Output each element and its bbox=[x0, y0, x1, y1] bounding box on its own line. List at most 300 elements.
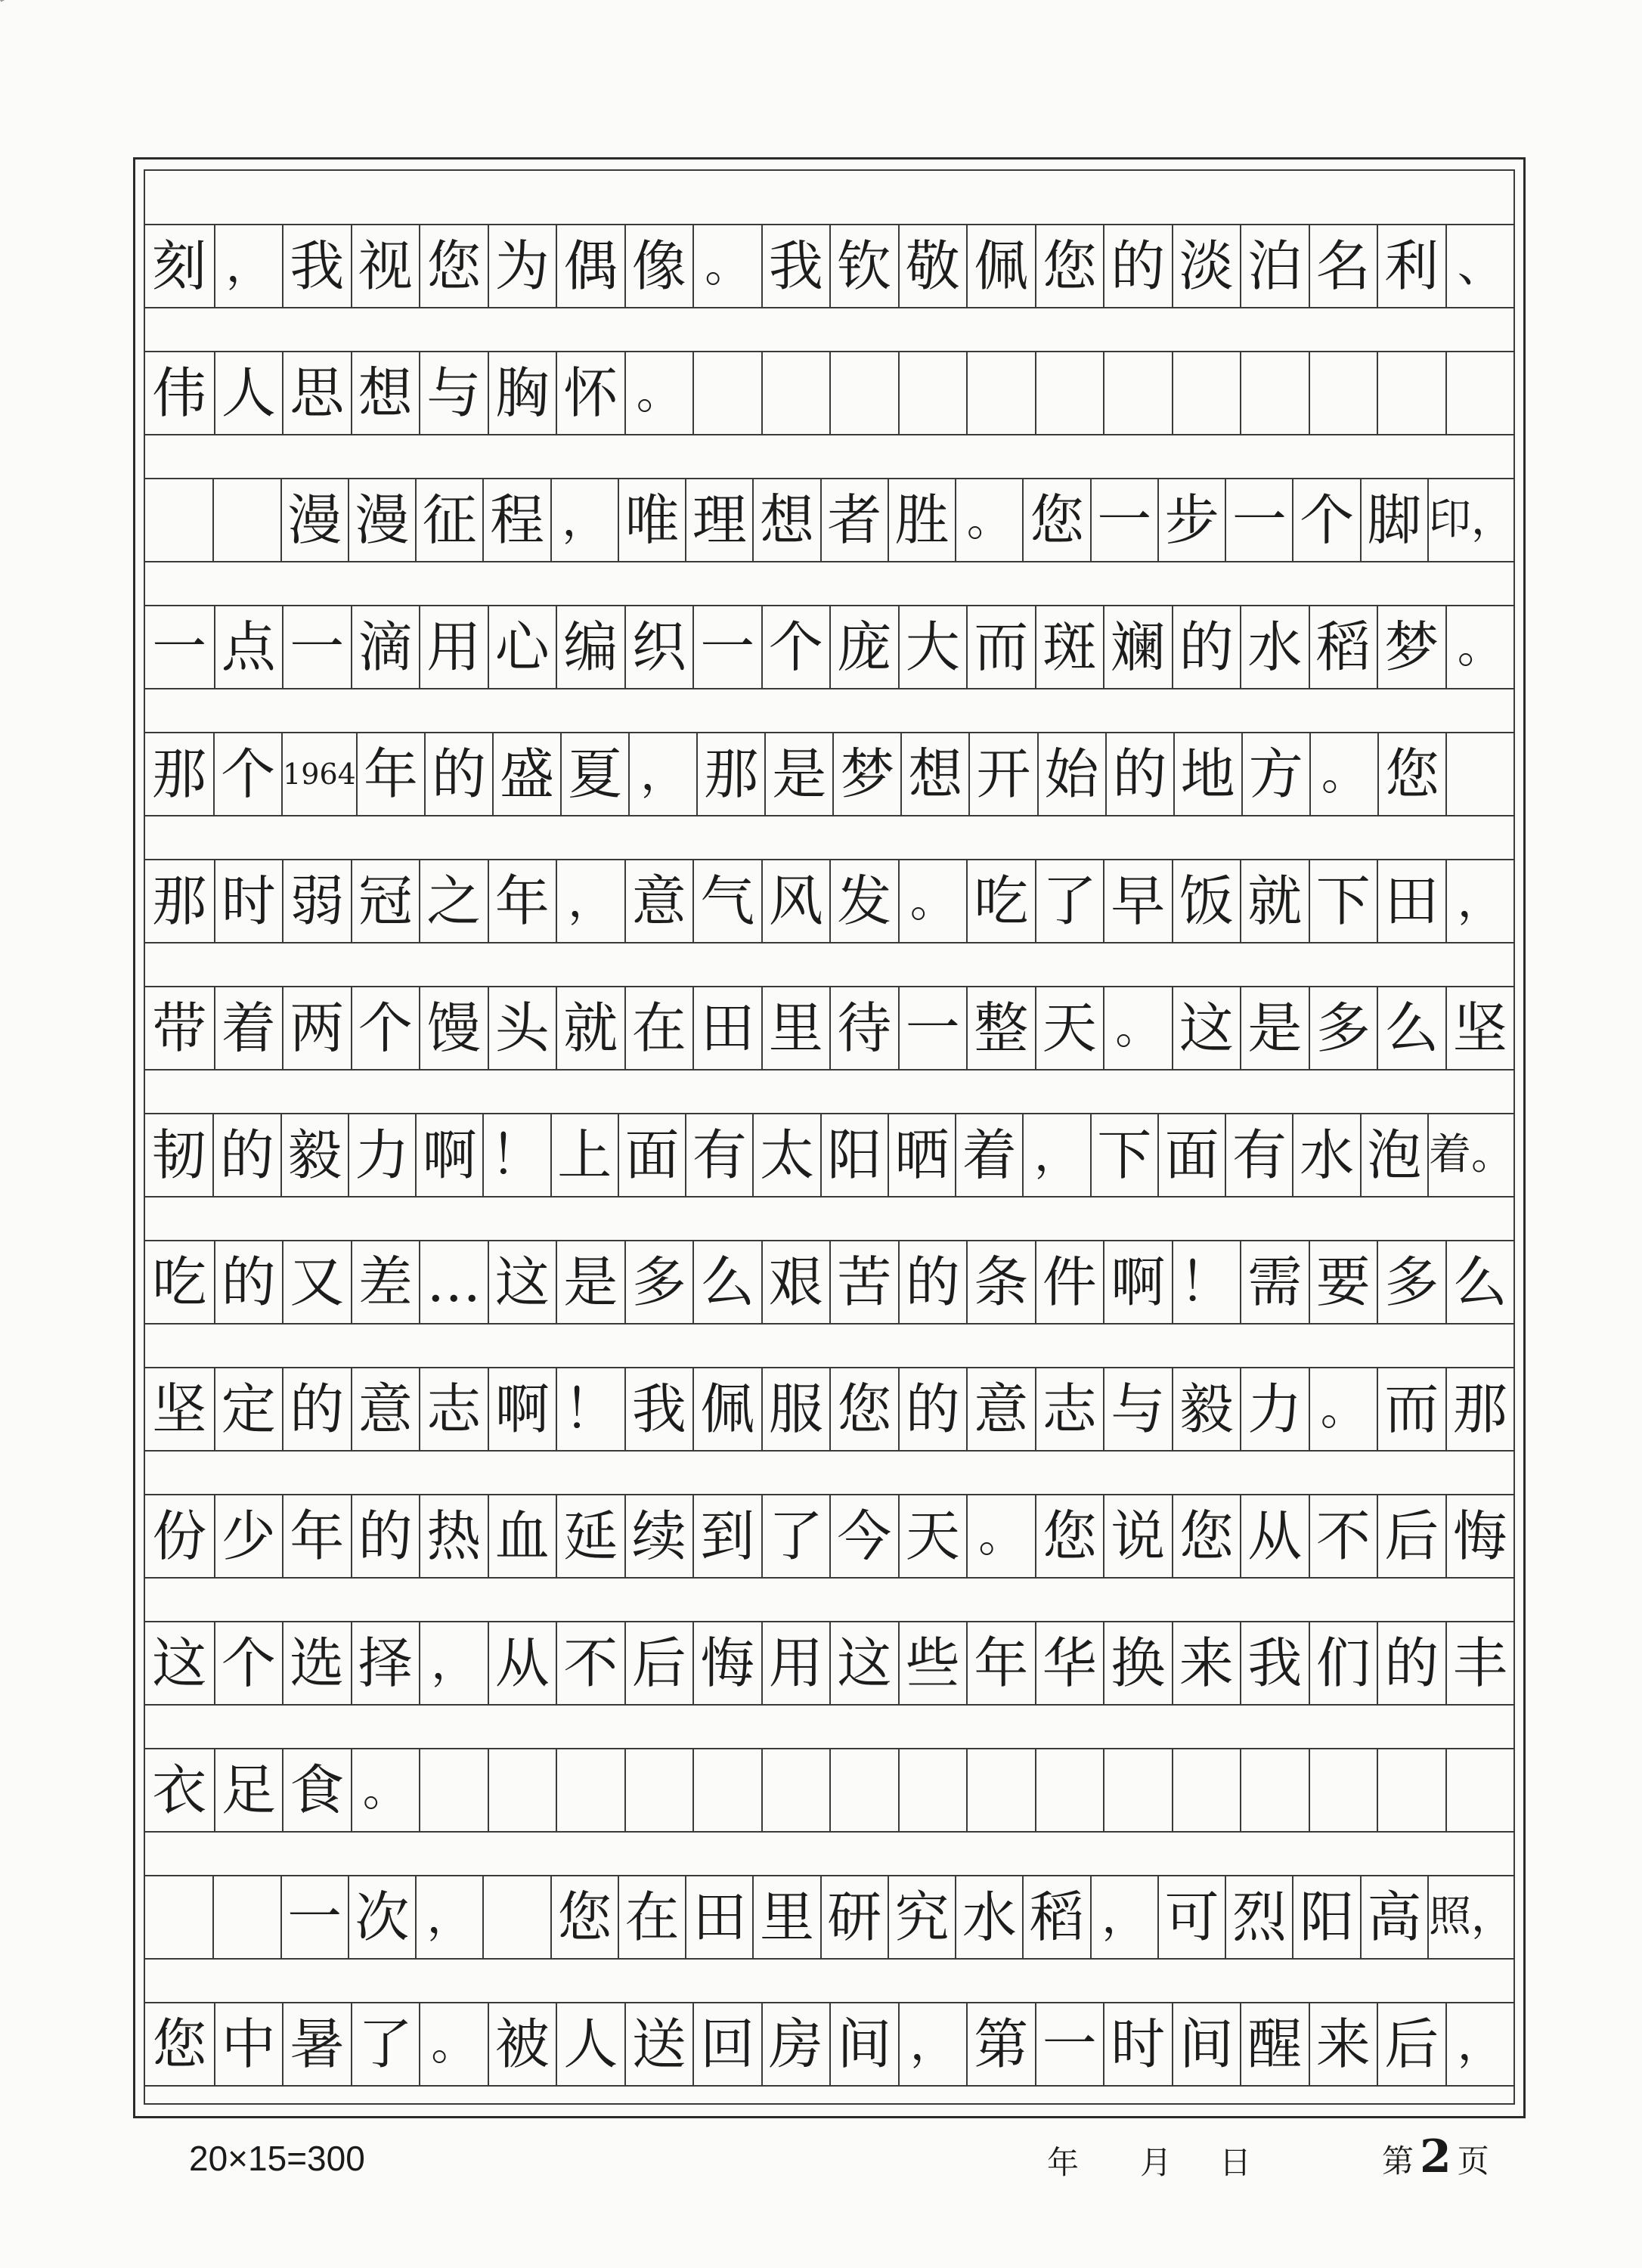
grid-cell: 苦 bbox=[829, 1241, 898, 1323]
grid-cell: 意 bbox=[624, 860, 693, 942]
grid-cell: 到 bbox=[692, 1495, 761, 1577]
grid-row bbox=[145, 1748, 1513, 1833]
grid-cell: 啊 bbox=[415, 1114, 482, 1196]
grid-cell: 个 bbox=[1292, 479, 1359, 561]
grid-cell: 饭 bbox=[1172, 860, 1241, 942]
grid-cell: 弱 bbox=[282, 860, 351, 942]
grid-cell: 年 bbox=[966, 1622, 1035, 1704]
grid-cell: 的 bbox=[898, 1241, 967, 1323]
grid-cell: 盛 bbox=[492, 733, 560, 815]
grid-cell: 敬 bbox=[898, 225, 967, 307]
grid-row bbox=[145, 1240, 1513, 1325]
grid-cell bbox=[1309, 352, 1377, 434]
grid-cell: 您 bbox=[419, 225, 488, 307]
grid-cell: 多 bbox=[624, 1241, 693, 1323]
grid-cell: 偶 bbox=[556, 225, 624, 307]
grid-cell: 刻 bbox=[152, 234, 207, 298]
grid-cell: 。 bbox=[351, 1749, 420, 1831]
grid-cell: 脚 bbox=[1360, 479, 1427, 561]
grid-cell: 华 bbox=[1035, 1622, 1104, 1704]
grid-cell: 一 bbox=[1090, 479, 1157, 561]
grid-cell: 就 bbox=[1240, 860, 1309, 942]
grid-cell: 毅 bbox=[280, 1114, 348, 1196]
grid-cell: 稻 bbox=[1309, 606, 1377, 688]
grid-cell bbox=[692, 1749, 761, 1831]
grid-cell: 天 bbox=[1035, 987, 1104, 1069]
grid-cell: 意 bbox=[966, 1368, 1035, 1450]
grid-row bbox=[145, 1494, 1513, 1579]
grid-cell: 、 bbox=[1445, 225, 1514, 307]
grid-row bbox=[145, 478, 1513, 562]
page-number: 2 bbox=[1420, 2130, 1451, 2183]
grid-cell: 想 bbox=[900, 733, 968, 815]
grid-cell: 从 bbox=[1240, 1495, 1309, 1577]
grid-cell: 么 bbox=[1377, 987, 1445, 1069]
grid-cell: 次 bbox=[348, 1876, 415, 1958]
page-corner-fold-mark bbox=[0, 0, 76, 29]
grid-cell bbox=[1172, 352, 1241, 434]
grid-cell: ， bbox=[1090, 1876, 1157, 1958]
grid-cell: 1964 bbox=[281, 733, 356, 815]
grid-cell: 后 bbox=[624, 1622, 693, 1704]
grid-cell bbox=[898, 1749, 967, 1831]
grid-cell: 个 bbox=[214, 1622, 283, 1704]
grid-cell: 里 bbox=[752, 1876, 819, 1958]
grid-cell: 庞 bbox=[829, 606, 898, 688]
grid-cell: 我 bbox=[282, 225, 351, 307]
grid-cell: 上 bbox=[550, 1114, 618, 1196]
grid-cell bbox=[829, 1749, 898, 1831]
grid-cell: 您 bbox=[829, 1368, 898, 1450]
grid-row bbox=[145, 732, 1513, 816]
grid-cell bbox=[145, 479, 212, 561]
month-label: 月 bbox=[1140, 2144, 1173, 2181]
grid-cell: 么 bbox=[692, 1241, 761, 1323]
grid-cell: 间 bbox=[1172, 2003, 1241, 2085]
grid-cell: 的 bbox=[898, 1368, 967, 1450]
grid-cell: ， bbox=[556, 860, 624, 942]
grid-cell: 我 bbox=[624, 1368, 693, 1450]
grid-cell: 的 bbox=[282, 1368, 351, 1450]
grid-cell: 。 bbox=[898, 860, 967, 942]
grid-cell: 的 bbox=[214, 1241, 283, 1323]
grid-cell bbox=[1309, 1749, 1377, 1831]
grid-cell: 坚 bbox=[152, 1377, 207, 1441]
grid-cell: 多 bbox=[1309, 987, 1377, 1069]
grid-cell: 征 bbox=[415, 479, 482, 561]
grid-cell: 续 bbox=[624, 1495, 693, 1577]
grid-cell: 气 bbox=[692, 860, 761, 942]
grid-cell: 您 bbox=[1035, 225, 1104, 307]
grid-cell: 被 bbox=[488, 2003, 556, 2085]
grid-cell: 来 bbox=[1309, 2003, 1377, 2085]
grid-cell bbox=[1445, 733, 1513, 815]
grid-cell: 需 bbox=[1240, 1241, 1309, 1323]
grid-cell: 个 bbox=[351, 987, 420, 1069]
grid-cell bbox=[1035, 1749, 1104, 1831]
grid-cell: 血 bbox=[488, 1495, 556, 1577]
grid-cell: 田 bbox=[1377, 860, 1445, 942]
grid-cell: 年 bbox=[356, 733, 424, 815]
grid-cell: 力 bbox=[1240, 1368, 1309, 1450]
grid-cell bbox=[488, 1749, 556, 1831]
grid-cell: 件 bbox=[1035, 1241, 1104, 1323]
grid-cell bbox=[1172, 1749, 1241, 1831]
grid-cell: 研 bbox=[820, 1876, 888, 1958]
grid-cell: 一 bbox=[898, 987, 967, 1069]
grid-cell: 。 bbox=[1309, 733, 1377, 815]
grid-cell bbox=[898, 352, 967, 434]
grid-cell: 的 bbox=[212, 1114, 280, 1196]
grid-cell: 个 bbox=[213, 733, 281, 815]
grid-cell: 佩 bbox=[966, 225, 1035, 307]
grid-cell: 服 bbox=[761, 1368, 830, 1450]
grid-cell: 是 bbox=[764, 733, 832, 815]
grid-cell: 发 bbox=[829, 860, 898, 942]
grid-cell: 您 bbox=[1035, 1495, 1104, 1577]
grid-cell: 换 bbox=[1103, 1622, 1172, 1704]
grid-cell: 。 bbox=[966, 1495, 1035, 1577]
grid-cell: 间 bbox=[829, 2003, 898, 2085]
grid-cell: 阳 bbox=[820, 1114, 888, 1196]
grid-cell: 烈 bbox=[1225, 1876, 1292, 1958]
grid-cell: 想 bbox=[351, 352, 420, 434]
grid-cell: 一 bbox=[282, 606, 351, 688]
grid-cell bbox=[1103, 1749, 1172, 1831]
grid-cell: 差 bbox=[351, 1241, 420, 1323]
grid-cell: 送 bbox=[624, 2003, 693, 2085]
grid-cell: 太 bbox=[752, 1114, 819, 1196]
grid-row bbox=[145, 986, 1513, 1070]
grid-cell: 您 bbox=[1172, 1495, 1241, 1577]
grid-cell: 下 bbox=[1090, 1114, 1157, 1196]
grid-cell: 唯 bbox=[618, 479, 685, 561]
grid-cell bbox=[624, 1749, 693, 1831]
grid-cell: 织 bbox=[624, 606, 693, 688]
grid-cell: 啊 bbox=[1103, 1241, 1172, 1323]
page-prefix: 第 bbox=[1382, 2143, 1414, 2180]
grid-cell: 啊 bbox=[488, 1368, 556, 1450]
grid-row bbox=[145, 1113, 1513, 1198]
grid-cell: 条 bbox=[966, 1241, 1035, 1323]
grid-cell: ， bbox=[415, 1876, 482, 1958]
grid-cell: ！ bbox=[1172, 1241, 1241, 1323]
grid-cell: 些 bbox=[898, 1622, 967, 1704]
grid-cell bbox=[966, 352, 1035, 434]
grid-cell: 理 bbox=[685, 479, 752, 561]
grid-cell: 着 bbox=[955, 1114, 1022, 1196]
grid-cell: 一 bbox=[152, 615, 207, 679]
grid-cell: 早 bbox=[1103, 860, 1172, 942]
grid-cell: 一 bbox=[280, 1876, 348, 1958]
grid-cell: ， bbox=[419, 1622, 488, 1704]
grid-cell: 照， bbox=[1427, 1876, 1513, 1958]
grid-cell: 您 bbox=[152, 2012, 207, 2076]
grid-row bbox=[145, 605, 1513, 689]
grid-cell: 说 bbox=[1103, 1495, 1172, 1577]
grid-cell: 伟 bbox=[152, 361, 207, 425]
grid-cell: 想 bbox=[752, 479, 819, 561]
grid-cell: 力 bbox=[348, 1114, 415, 1196]
grid-cell: 始 bbox=[1037, 733, 1105, 815]
grid-cell: 您 bbox=[1022, 479, 1089, 561]
grid-cell bbox=[1377, 1749, 1445, 1831]
grid-cell: 整 bbox=[966, 987, 1035, 1069]
grid-cell: 用 bbox=[419, 606, 488, 688]
grid-cell: 是 bbox=[556, 1241, 624, 1323]
grid-cell: 视 bbox=[351, 225, 420, 307]
grid-cell: 年 bbox=[282, 1495, 351, 1577]
grid-cell: 漫 bbox=[348, 479, 415, 561]
grid-cell: ， bbox=[550, 479, 618, 561]
grid-cell: 中 bbox=[214, 2003, 283, 2085]
grid-cell bbox=[419, 1749, 488, 1831]
grid-cell: 就 bbox=[556, 987, 624, 1069]
grid-cell bbox=[1377, 352, 1445, 434]
grid-cell bbox=[1103, 352, 1172, 434]
grid-cell: 天 bbox=[898, 1495, 967, 1577]
grid-cell: 。 bbox=[1103, 987, 1172, 1069]
grid-cell: 方 bbox=[1241, 733, 1309, 815]
grid-cell: 选 bbox=[282, 1622, 351, 1704]
grid-cell: 究 bbox=[888, 1876, 955, 1958]
grid-cell: 。 bbox=[1445, 606, 1514, 688]
grid-cell: 。 bbox=[692, 225, 761, 307]
grid-cell: 者 bbox=[820, 479, 888, 561]
grid-cell: 房 bbox=[761, 2003, 830, 2085]
grid-cell: 带 bbox=[152, 996, 207, 1060]
grid-cell: 怀 bbox=[556, 352, 624, 434]
grid-cell: 水 bbox=[1292, 1114, 1359, 1196]
grid-cell: 田 bbox=[685, 1876, 752, 1958]
grid-cell: 丰 bbox=[1445, 1622, 1514, 1704]
grid-cell: 热 bbox=[419, 1495, 488, 1577]
grid-cell: 份 bbox=[152, 1504, 207, 1568]
grid-cell: ， bbox=[1022, 1114, 1089, 1196]
grid-cell bbox=[761, 352, 830, 434]
grid-cell: 的 bbox=[1172, 606, 1241, 688]
page-indicator bbox=[1382, 2130, 1489, 2183]
grid-cell bbox=[482, 1876, 550, 1958]
grid-cell: 印， bbox=[1427, 479, 1513, 561]
grid-cell: 又 bbox=[282, 1241, 351, 1323]
grid-cell: 用 bbox=[761, 1622, 830, 1704]
grid-cell bbox=[1240, 1749, 1309, 1831]
grid-row bbox=[145, 1367, 1513, 1452]
year-label: 年 bbox=[1047, 2144, 1080, 2181]
grid-cell: 么 bbox=[1445, 1241, 1514, 1323]
grid-spec-label: 20×15=300 bbox=[189, 2139, 365, 2178]
grid-cell: 面 bbox=[1157, 1114, 1225, 1196]
grid-cell: 着 bbox=[214, 987, 283, 1069]
grid-cell bbox=[692, 352, 761, 434]
grid-cell: 一 bbox=[1035, 2003, 1104, 2085]
grid-cell: 着。 bbox=[1427, 1114, 1513, 1196]
grid-cell: 利 bbox=[1377, 225, 1445, 307]
grid-cell: … bbox=[419, 1241, 488, 1323]
grid-cell: 不 bbox=[556, 1622, 624, 1704]
grid-cell: 步 bbox=[1157, 479, 1225, 561]
grid-cell: 了 bbox=[1035, 860, 1104, 942]
grid-cell: 像 bbox=[624, 225, 693, 307]
page-suffix: 页 bbox=[1457, 2143, 1489, 2180]
grid-cell: 的 bbox=[1377, 1622, 1445, 1704]
day-label: 日 bbox=[1219, 2144, 1252, 2181]
grid-cell: 思 bbox=[282, 352, 351, 434]
grid-cell: 了 bbox=[761, 1495, 830, 1577]
grid-cell bbox=[1445, 1749, 1514, 1831]
grid-cell: 泡 bbox=[1360, 1114, 1427, 1196]
grid-cell: 要 bbox=[1309, 1241, 1377, 1323]
grid-cell: 醒 bbox=[1240, 2003, 1309, 2085]
grid-cell: 您 bbox=[550, 1876, 618, 1958]
grid-cell: 人 bbox=[556, 2003, 624, 2085]
grid-cell: 这 bbox=[488, 1241, 556, 1323]
grid-cell: 的 bbox=[1105, 733, 1173, 815]
grid-cell: 年 bbox=[488, 860, 556, 942]
grid-cell: 胸 bbox=[488, 352, 556, 434]
grid-cell bbox=[829, 352, 898, 434]
grid-cell bbox=[761, 1749, 830, 1831]
grid-cell: 暑 bbox=[282, 2003, 351, 2085]
grid-cell: 我 bbox=[761, 225, 830, 307]
grid-cell: 第 bbox=[966, 2003, 1035, 2085]
grid-cell: 稻 bbox=[1022, 1876, 1089, 1958]
grid-cell: 泊 bbox=[1240, 225, 1309, 307]
grid-cell: 艰 bbox=[761, 1241, 830, 1323]
grid-cell: 梦 bbox=[832, 733, 900, 815]
grid-cell: 时 bbox=[1103, 2003, 1172, 2085]
grid-cell: 时 bbox=[214, 860, 283, 942]
grid-cell: 意 bbox=[351, 1368, 420, 1450]
grid-cell bbox=[212, 1876, 280, 1958]
grid-cell: 毅 bbox=[1172, 1368, 1241, 1450]
grid-cell: 那 bbox=[152, 869, 207, 933]
grid-cell: 这 bbox=[829, 1622, 898, 1704]
grid-cell: 您 bbox=[1377, 733, 1445, 815]
grid-cell: 延 bbox=[556, 1495, 624, 1577]
grid-cell: 之 bbox=[419, 860, 488, 942]
grid-cell: 与 bbox=[1103, 1368, 1172, 1450]
grid-cell: 人 bbox=[214, 352, 283, 434]
grid-cell: 坚 bbox=[1445, 987, 1514, 1069]
grid-cell: 这 bbox=[152, 1631, 207, 1695]
grid-cell: 田 bbox=[692, 987, 761, 1069]
grid-cell: 那 bbox=[152, 742, 207, 806]
grid-cell: 水 bbox=[1240, 606, 1309, 688]
grid-cell bbox=[1035, 352, 1104, 434]
grid-cell: 待 bbox=[829, 987, 898, 1069]
grid-cell: 在 bbox=[624, 987, 693, 1069]
grid-cell: 这 bbox=[1172, 987, 1241, 1069]
grid-cell: 冠 bbox=[351, 860, 420, 942]
grid-cell: 后 bbox=[1377, 1495, 1445, 1577]
grid-cell: 的 bbox=[424, 733, 492, 815]
grid-cell: 择 bbox=[351, 1622, 420, 1704]
grid-row bbox=[145, 224, 1513, 308]
grid-cell: 有 bbox=[1225, 1114, 1292, 1196]
grid-cell: 晒 bbox=[888, 1114, 955, 1196]
grid-cell: 。 bbox=[419, 2003, 488, 2085]
grid-cell: 斓 bbox=[1103, 606, 1172, 688]
grid-cell: 高 bbox=[1360, 1876, 1427, 1958]
grid-cell: 而 bbox=[966, 606, 1035, 688]
grid-cell: 我 bbox=[1240, 1622, 1309, 1704]
grid-row bbox=[145, 2002, 1513, 2087]
grid-cell bbox=[212, 479, 280, 561]
grid-cell bbox=[1445, 352, 1514, 434]
grid-cell: 少 bbox=[214, 1495, 283, 1577]
grid-cell: 两 bbox=[282, 987, 351, 1069]
grid-cell: ， bbox=[898, 2003, 967, 2085]
grid-cell: ！ bbox=[482, 1114, 550, 1196]
grid-cell: 编 bbox=[556, 606, 624, 688]
grid-cell: 钦 bbox=[829, 225, 898, 307]
grid-cell: 夏 bbox=[560, 733, 628, 815]
grid-cell: 心 bbox=[488, 606, 556, 688]
grid-cell: 。 bbox=[624, 352, 693, 434]
grid-cell: 头 bbox=[488, 987, 556, 1069]
grid-cell: 漫 bbox=[280, 479, 348, 561]
grid-cell bbox=[966, 1749, 1035, 1831]
grid-cell: 食 bbox=[282, 1749, 351, 1831]
grid-cell: 志 bbox=[1035, 1368, 1104, 1450]
grid-cell: 梦 bbox=[1377, 606, 1445, 688]
grid-cell: ， bbox=[214, 225, 283, 307]
grid-cell: 一 bbox=[692, 606, 761, 688]
grid-cell: 胜 bbox=[888, 479, 955, 561]
grid-cell: 定 bbox=[214, 1368, 283, 1450]
grid-cell: 了 bbox=[351, 2003, 420, 2085]
grid-cell: 里 bbox=[761, 987, 830, 1069]
grid-cell: 地 bbox=[1173, 733, 1241, 815]
grid-cell: 有 bbox=[685, 1114, 752, 1196]
grid-cell bbox=[145, 1876, 212, 1958]
grid-cell: 多 bbox=[1377, 1241, 1445, 1323]
grid-row bbox=[145, 351, 1513, 435]
grid-cell: 斑 bbox=[1035, 606, 1104, 688]
grid-cell: 悔 bbox=[692, 1622, 761, 1704]
grid-cell: 风 bbox=[761, 860, 830, 942]
grid-cell: 是 bbox=[1240, 987, 1309, 1069]
grid-cell: 后 bbox=[1377, 2003, 1445, 2085]
grid-cell: 一 bbox=[1225, 479, 1292, 561]
grid-cell: 在 bbox=[618, 1876, 685, 1958]
grid-cell: 滴 bbox=[351, 606, 420, 688]
grid-row bbox=[145, 1621, 1513, 1706]
grid-cell: 回 bbox=[692, 2003, 761, 2085]
grid-cell: 程 bbox=[482, 479, 550, 561]
grid-cell: 那 bbox=[1445, 1368, 1514, 1450]
grid-cell: 水 bbox=[955, 1876, 1022, 1958]
grid-cell: 馒 bbox=[419, 987, 488, 1069]
grid-cell: 从 bbox=[488, 1622, 556, 1704]
grid-cell: 与 bbox=[419, 352, 488, 434]
grid-cell: 而 bbox=[1377, 1368, 1445, 1450]
grid-cell: 开 bbox=[968, 733, 1036, 815]
grid-cell: 吃 bbox=[966, 860, 1035, 942]
grid-cell: ， bbox=[1445, 2003, 1514, 2085]
grid-cell bbox=[1240, 352, 1309, 434]
grid-cell: ， bbox=[628, 733, 696, 815]
grid-cell: 的 bbox=[351, 1495, 420, 1577]
grid-cell: 可 bbox=[1157, 1876, 1225, 1958]
grid-cell: 面 bbox=[618, 1114, 685, 1196]
grid-row bbox=[145, 1875, 1513, 1960]
grid-cell: 为 bbox=[488, 225, 556, 307]
grid-cell: ， bbox=[1445, 860, 1514, 942]
grid-cell: 佩 bbox=[692, 1368, 761, 1450]
